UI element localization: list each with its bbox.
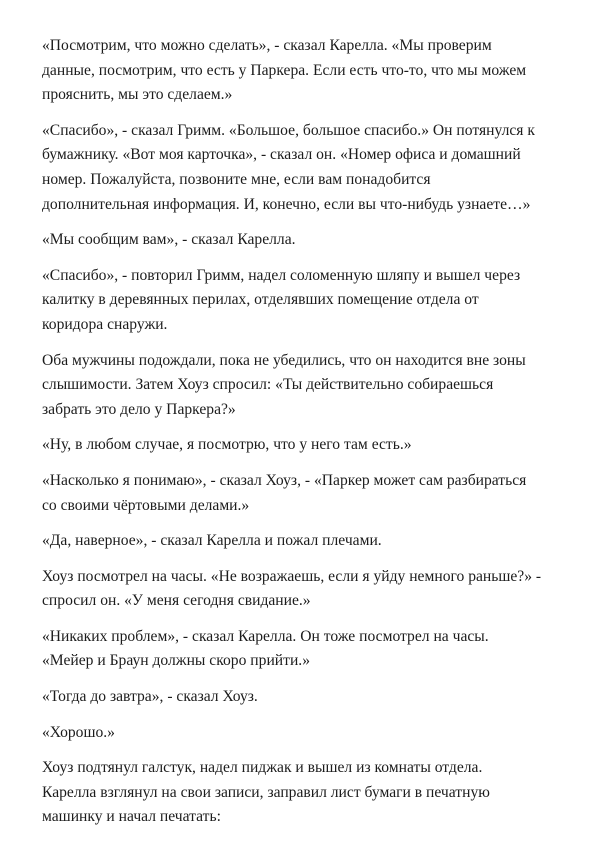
text-line: коридора снаружи. xyxy=(42,315,168,333)
paragraph xyxy=(42,264,562,338)
text-line: со своими чёртовыми делами.» xyxy=(42,496,250,514)
text-line: спросил он. «У меня сегодня свидание.» xyxy=(42,592,311,610)
paragraph xyxy=(42,34,562,108)
text-line: «Мы сообщим вам», - сказал Карелла. xyxy=(42,231,296,249)
paragraph xyxy=(42,349,562,423)
text-line: номер. Пожалуйста, позвоните мне, если вам понадобится xyxy=(42,170,431,188)
text-line: «Ну, в любом случае, я посмотрю, что у него там есть.» xyxy=(42,436,412,454)
text-line: «Мейер и Браун должны скоро прийти.» xyxy=(42,652,310,670)
paragraph xyxy=(42,469,562,518)
text-line: «Спасибо», - сказал Гримм. «Большое, большое спасибо.» Он потянулся к xyxy=(42,121,535,139)
paragraph xyxy=(42,756,562,830)
text-line: Хоуз посмотрел на часы. «Не возражаешь, если я уйду немного раньше?» - xyxy=(42,567,542,585)
text-line: Оба мужчины подождали, пока не убедились, что он находится вне зоны xyxy=(42,351,526,369)
document-page xyxy=(42,34,562,841)
text-line: дополнительная информация. И, конечно, если вы что-нибудь узнаете…» xyxy=(42,195,531,213)
text-line: бумажнику. «Вот моя карточка», - сказал он. «Номер офиса и домашний xyxy=(42,146,521,164)
text-line: прояснить, мы это сделаем.» xyxy=(42,86,233,104)
text-line: «Насколько я понимаю», - сказал Хоуз, - «Паркер может сам разбираться xyxy=(42,471,527,489)
text-line: Карелла взглянул на свои записи, заправил лист бумаги в печатную xyxy=(42,783,490,801)
text-line: машинку и начал печатать: xyxy=(42,808,221,826)
text-line: слышимости. Затем Хоуз спросил: «Ты действительно собираешься xyxy=(42,376,494,394)
text-line: данные, посмотрим, что есть у Паркера. Если есть что-то, что мы можем xyxy=(42,61,527,79)
paragraph xyxy=(42,119,562,217)
text-line: «Спасибо», - повторил Гримм, надел соломенную шляпу и вышел через xyxy=(42,266,521,284)
text-line: «Тогда до завтра», - сказал Хоуз. xyxy=(42,688,258,706)
paragraph xyxy=(42,529,562,554)
text-line: калитку в деревянных перилах, отделявших помещение отдела от xyxy=(42,291,479,309)
paragraph xyxy=(42,433,562,458)
text-line: забрать это дело у Паркера?» xyxy=(42,400,236,418)
paragraph xyxy=(42,565,562,614)
text-line: Хоуз подтянул галстук, надел пиджак и вышел из комнаты отдела. xyxy=(42,759,483,777)
paragraph xyxy=(42,228,562,253)
paragraph xyxy=(42,685,562,710)
paragraph xyxy=(42,625,562,674)
text-line: «Да, наверное», - сказал Карелла и пожал плечами. xyxy=(42,532,382,550)
text-line: «Никаких проблем», - сказал Карелла. Он тоже посмотрел на часы. xyxy=(42,627,489,645)
text-line: «Хорошо.» xyxy=(42,723,115,741)
text-line: «Посмотрим, что можно сделать», - сказал Карелла. «Мы проверим xyxy=(42,37,492,54)
paragraph xyxy=(42,721,562,746)
